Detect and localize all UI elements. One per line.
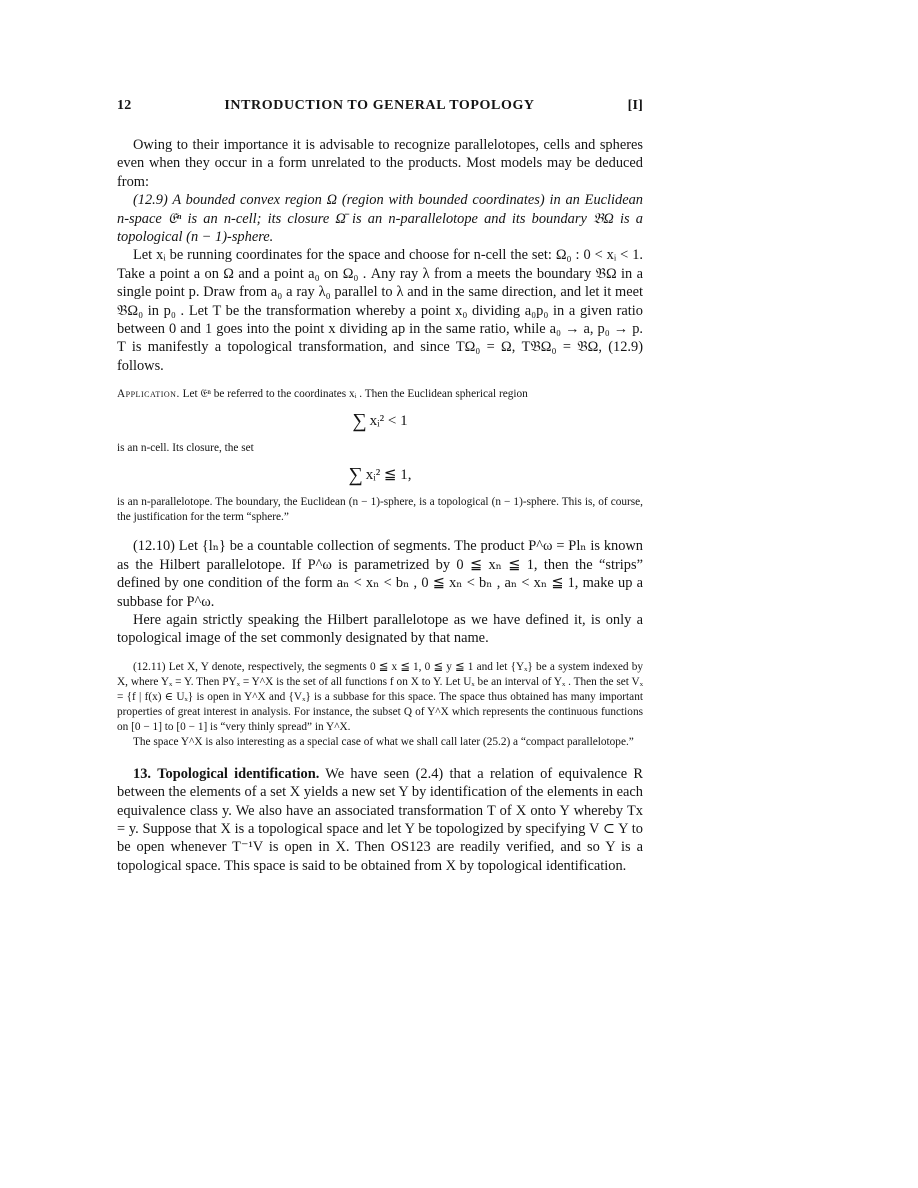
paragraph-12-10: (12.10) Let {lₙ} be a countable collection of segments. The product P^ω = Plₙ is known as the Hilbert parallelotope. If P^ω is parametrized by 0 ≦ xₙ ≦ 1, then the “strips” defined by one condition of the form aₙ < xₙ < bₙ , 0 ≦ xₙ < bₙ , aₙ < xₙ ≦ 1, make up a subbase for P^ω. — [117, 538, 643, 610]
book-page — [117, 98, 643, 875]
proof-12-9: Let xᵢ be running coordinates for the space and choose for n-cell the set: Ω₀ : 0 < xᵢ < 1. Take a point a on Ω and a point a₀ on Ω₀ . Any ray λ from a meets the boundary 𝔅Ω in a single point p. Draw from a₀ a ray λ₀ parallel to λ and in the same direction, and let it meet 𝔅Ω₀ in p₀ . Let T be the transformation whereby a point x₀ dividing a₀p₀ in a given ratio between 0 and 1 goes into the point x dividing ap in the same ratio, while a₀ → a, p₀ → p. T is manifestly a topological transformation, and since TΩ₀ = Ω, T𝔅Ω₀ = 𝔅Ω, (12.9) follows. — [117, 247, 643, 374]
formula-closed-ball-text: xᵢ² ≦ 1, — [365, 467, 412, 484]
paragraph-yx: The space Y^X is also interesting as a special case of what we shall call later (25.2) a “compact parallelotope.” — [133, 735, 634, 748]
theorem-12-9: (12.9) A bounded convex region Ω (region with bounded coordinates) in an Euclidean n-space 𝔈ⁿ is an n-cell; its closure Ω̄ is an n-parallelotope and its boundary 𝔅Ω is a topological (n − 1)-sphere. — [117, 192, 643, 246]
paragraph-hilbert: Here again strictly speaking the Hilbert parallelotope as we have defined it, is only a topological image of the set commonly designated by that name. — [117, 611, 643, 647]
chapter-marker: [I] — [627, 98, 643, 113]
sigma-symbol: ∑ — [348, 464, 363, 487]
intro-paragraph: Owing to their importance it is advisable to recognize parallelotopes, cells and spheres even when they occur in a form unrelated to the products. Most models may be deduced from: — [117, 137, 643, 190]
application-paragraph — [117, 387, 643, 402]
section-13-number: 13. — [133, 765, 151, 782]
formula-closed-ball — [117, 464, 643, 487]
sigma-symbol: ∑ — [352, 410, 367, 433]
section-13 — [117, 765, 643, 875]
page-number: 12 — [117, 98, 132, 113]
application-label: Application. — [117, 388, 180, 401]
section-13-title: Topological identification. — [157, 765, 320, 782]
application-after-1: is an n-cell. Its closure, the set — [117, 442, 254, 455]
formula-open-ball-text: xᵢ² < 1 — [369, 413, 408, 430]
application-after-2: is an n-parallelotope. The boundary, the Euclidean (n − 1)-sphere, is a topological (n − 1)-sphere. This is, of course, the justification for the term “sphere.” — [117, 496, 643, 524]
application-text: Let 𝔈ⁿ be referred to the coordinates xᵢ . Then the Euclidean spherical region — [179, 388, 528, 401]
section-13-text: We have seen (2.4) that a relation of equivalence R between the elements of a set X yields a new set Y by identification of the elements in each equivalence class y. We also have an associated transformation T of X onto Y whereby Tx = y. Suppose that X is a topological space and let Y be topologized by specifying V ⊂ Y to be open whenever T⁻¹V is open in X. Then OS123 are readily verified, and so Y is a topological space. This space is said to be obtained from X by topological identification. — [117, 765, 643, 874]
paragraph-12-11: (12.11) Let X, Y denote, respectively, the segments 0 ≦ x ≦ 1, 0 ≦ y ≦ 1 and let {Yₓ} be a system indexed by X, where Yₓ = Y. Then PYₓ = Y^X is the set of all functions f on X to Y. Let Uₓ be an interval of Yₓ . Then the set Vₓ = {f | f(x) ∈ Uₓ} is open in Y^X and {Vₓ} is a subbase for this space. The space thus obtained has many important properties of great interest in analysis. For instance, the subset Q of Y^X which represents the continuous functions on [0 − 1] to [0 − 1] is “very thinly spread” in Y^X. — [117, 660, 643, 733]
running-title: INTRODUCTION TO GENERAL TOPOLOGY — [224, 98, 535, 113]
formula-open-ball — [117, 410, 643, 433]
running-head — [117, 98, 643, 114]
